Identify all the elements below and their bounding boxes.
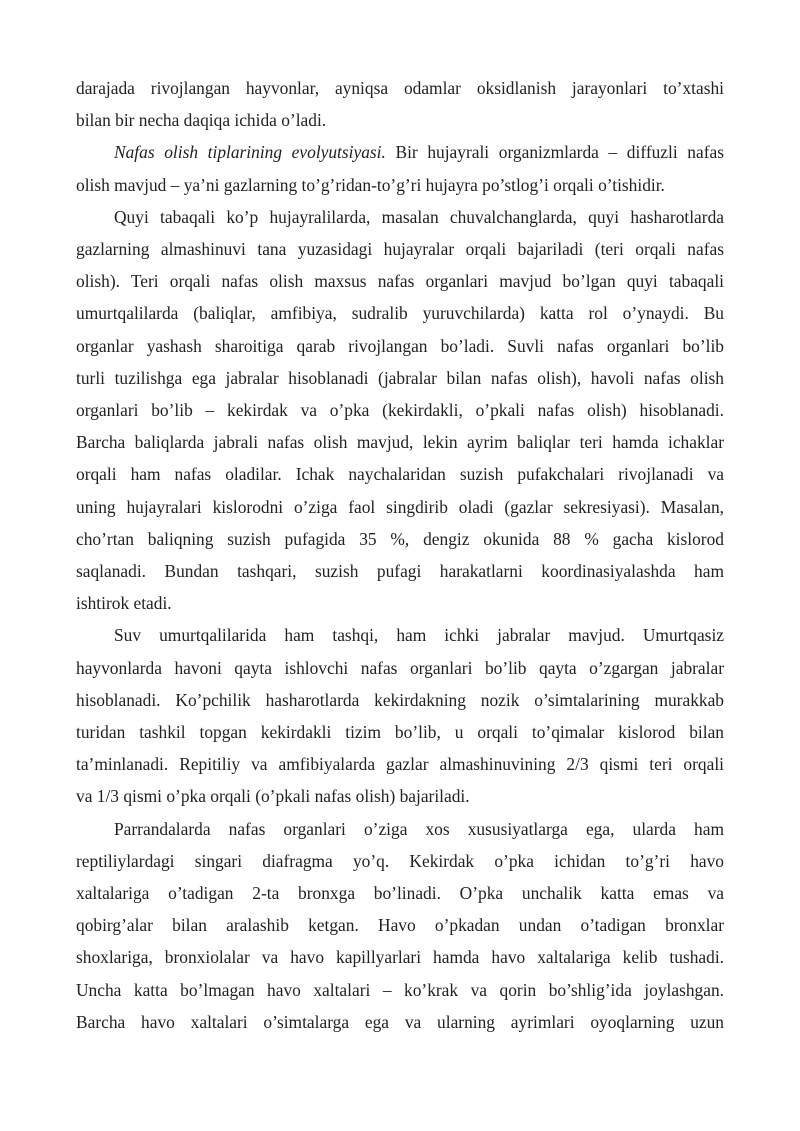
text-line: orqali ham nafas oladilar. Ichak naychalaridan suzish pufakchalari rivojlanadi va [76,464,724,485]
text-line: olish). Teri orqali nafas olish maxsus nafas organlari mavjud bo’lgan quyi tabaqali [76,271,724,292]
paragraph-respiration-evolution [76,136,724,200]
text-line: darajada rivojlangan hayvonlar, ayniqsa odamlar oksidlanish jarayonlari to’xtashi [76,78,724,98]
paragraph-aquatic-vertebrates [76,619,724,812]
text-line: Barcha havo xaltalari o’simtalarga ega va ularning ayrimlari oyoqlarning uzun [76,1011,724,1032]
text-line: Suv umurtqalilarida ham tashqi, ham ichki jabralar mavjud. Umurtqasiz [114,625,724,646]
text-line: Quyi tabaqali ko’p hujayralilarda, masalan chuvalchanglarda, quyi hasharotlarda [114,206,724,227]
text-line: ishtirok etadi. [76,593,172,614]
text-line: bilan bir necha daqiqa ichida o’ladi. [76,110,327,131]
text-line: ta’minlanadi. Repitiliy va amfibiyalarda gazlar almashinuvining 2/3 qismi teri orqali [76,754,724,775]
text-line: organlar yashash sharoitiga qarab rivojlangan bo’ladi. Suvli nafas organlari bo’lib [76,335,724,356]
text-line: turidan tashkil topgan kekirdakli tizim bo’lib, u orqali to’qimalar kislorod bilan [76,722,724,743]
text-line: Uncha katta bo’lmagan havo xaltalari – ko’krak va qorin bo’shlig’ida joylashgan. [76,979,724,1000]
text-line: va 1/3 qismi o’pka orqali (o’pkali nafas olish) bajariladi. [76,786,470,807]
text-line: cho’rtan baliqning suzish pufagida 35 %, dengiz okunida 88 % gacha kislorod [76,528,724,549]
text-run: Bir hujayrali organizmlarda – diffuzli nafas [385,142,724,163]
text-line: turli tuzilishga ega jabralar hisoblanadi (jabralar bilan nafas olish), havoli nafas olish [76,367,724,388]
text-line: umurtqalilarda (baliqlar, amfibiya, sudralib yuruvchilarda) katta rol o’ynaydi. Bu [76,303,724,324]
text-line [76,136,724,168]
text-line: Barcha baliqlarda jabrali nafas olish mavjud, lekin ayrim baliqlar teri hamda ichaklar [76,432,724,453]
text-line: shoxlariga, bronxiolalar va havo kapillyarlari hamda havo xaltalariga kelib tushadi. [76,947,724,968]
paragraph-lower-multicellular [76,201,724,620]
text-line: uning hujayralari kislorodni o’ziga faol singdirib oladi (gazlar sekresiyasi). Masalan, [76,496,724,517]
text-line: organlari bo’lib – kekirdak va o’pka (kekirdakli, o’pkali nafas olish) hisoblanadi. [76,400,724,421]
text-line: hisoblanadi. Ko’pchilik hasharotlarda kekirdakning nozik o’simtalarining murakkab [76,689,724,710]
paragraph-oxidation-ending [76,72,724,136]
paragraph-birds [76,813,724,1038]
text-line: Parrandalarda nafas organlari o’ziga xos xususiyatlarga ega, ularda ham [114,818,724,839]
text-line: gazlarning almashinuvi tana yuzasidagi hujayralar orqali bajariladi (teri orqali nafas [76,239,724,260]
text-line: qobirg’alar bilan aralashib ketgan. Havo o’pkadan undan o’tadigan bronxlar [76,915,724,936]
section-heading-italic: Nafas olish tiplarining evolyutsiyasi. [114,142,386,163]
text-line: olish mavjud – ya’ni gazlarning to’g’ridan-to’g’ri hujayra po’stlog’i orqali o’tishidir. [76,174,665,195]
text-line: reptiliylardagi singari diafragma yo’q. Kekirdak o’pka ichidan to’g’ri havo [76,850,724,871]
text-line: xaltalariga o’tadigan 2-ta bronxga bo’linadi. O’pka unchalik katta emas va [76,883,724,904]
text-line: saqlanadi. Bundan tashqari, suzish pufagi harakatlarni koordinasiyalashda ham [76,561,724,582]
document-page [76,72,724,1038]
text-line: hayvonlarda havoni qayta ishlovchi nafas organlari bo’lib qayta o’zgargan jabralar [76,657,724,678]
